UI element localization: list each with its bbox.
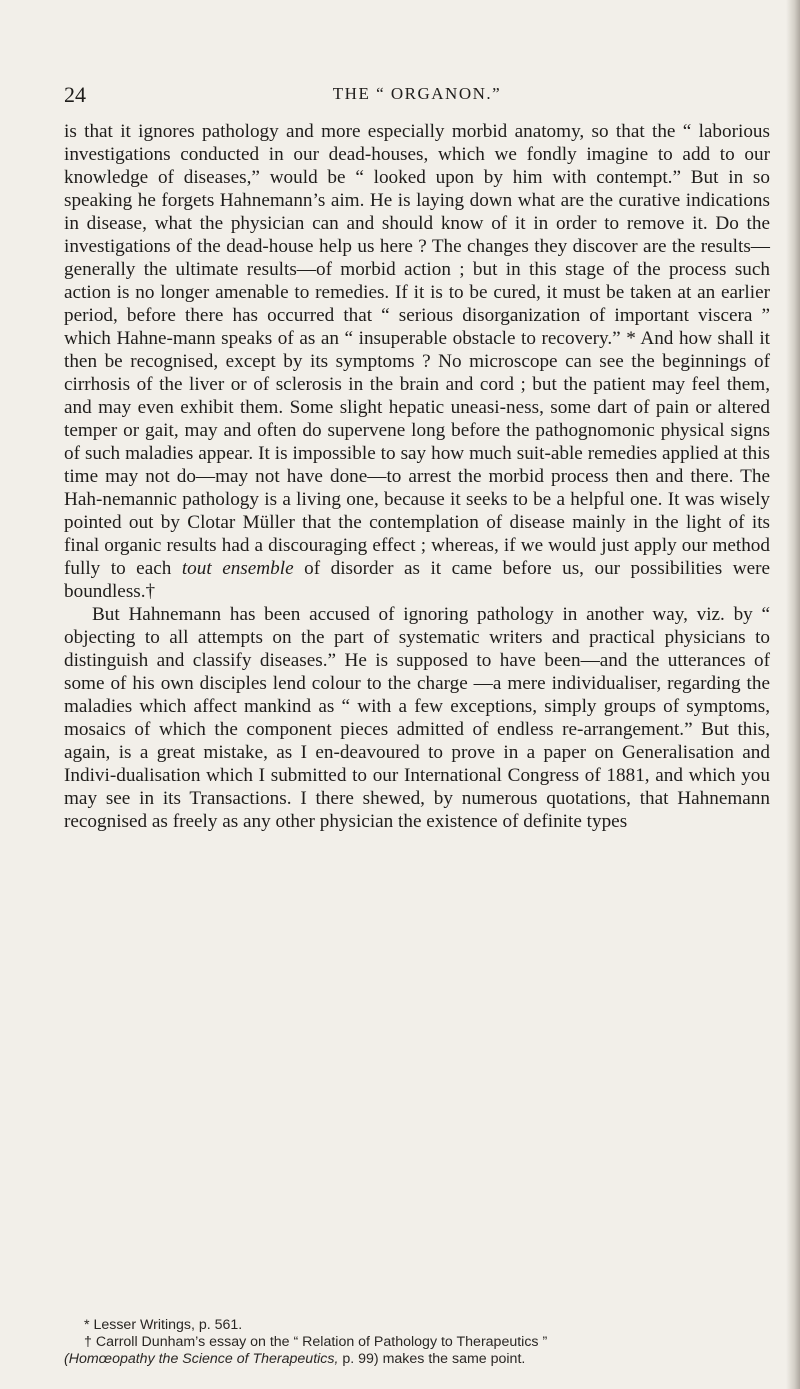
footnote-2-end: p. 99) makes the same point. [342,1351,526,1367]
page-number: 24 [64,82,86,107]
running-head: THE “ ORGANON.” [332,84,502,103]
footnote-2-text: † Carroll Dunham’s essay on the “ Relation of Pathology to Therapeutics ” [84,1334,548,1350]
footnote-2-italic: (Homœopathy the Science of Therapeutics, [64,1351,339,1367]
footnote-2 [64,1334,770,1351]
paragraph-1-text: is that it ignores pathology and more especially morbid anatomy, so that the “ laborious investigations conducted in our dead-houses, which we fondly imagine to add to our knowledge of diseases,” would be “ looked upon by him with contempt.” But in so speaking he forgets Hahnemann’s aim. He is laying down what are the curative indications in disease, what the physician can and should know of it in order to remove it. Do the investigations of the dead-house help us here ? The changes they discover are the results—generally the ultimate results—of morbid action ; but in this stage of the process such action is no longer amenable to remedies. If it is to be cured, it must be taken at an earlier period, before there has occurred that “ serious disorganization of important viscera ” which Hahne-mann speaks of as an “ insuperable obstacle to recovery.” * And how shall it then be recognised, except by its symptoms ? No microscope can see the beginnings of cirrhosis of the liver or of sclerosis in the brain and cord ; but the patient may feel them, and may even exhibit them. Some slight hepatic uneasi-ness, some dart of pain or altered temper or gait, may and often do supervene long before the pathognomonic physical signs of such maladies appear. It is impossible to say how much suit-able remedies applied at this time may not do—may not have done—to arrest the morbid process then and there. The Hah-nemannic pathology is a living one, because it seeks to be a helpful one. It was wisely pointed out by Clotar Müller that the contemplation of disease mainly in the light of its final organic results had a discouraging effect ; whereas, if we would just apply our method fully to each [64,121,770,579]
footnote-1: * Lesser Writings, p. 561. [84,1317,243,1333]
body-text [64,120,770,833]
paragraph-1-italic: tout ensemble [181,558,294,579]
page-header [64,82,770,112]
page-edge-shadow [786,0,800,1389]
paragraph-1 [64,120,770,603]
footnotes [64,1317,770,1368]
footnote-2-continued [64,1351,770,1368]
paragraph-2: But Hahnemann has been accused of ignoring pathology in another way, viz. by “ objecting to all attempts on the part of systematic writers and practical physicians to distinguish and classify diseases.” He is supposed to have been—and the utterances of some of his own disciples lend colour to the charge —a mere individualiser, regarding the maladies which affect mankind as “ with a few exceptions, simply groups of symptoms, mosaics of which the component pieces admitted of endless re-arrangement.” But this, again, is a great mistake, as I en-deavoured to prove in a paper on Generalisation and Indivi-dualisation which I submitted to our International Congress of 1881, and which you may see in its Transactions. I there shewed, by numerous quotations, that Hahnemann recognised as freely as any other physician the existence of definite types [64,604,770,832]
paragraph-1-end: of disorder as it came before us, our possibilities were boundless.† [64,558,771,602]
